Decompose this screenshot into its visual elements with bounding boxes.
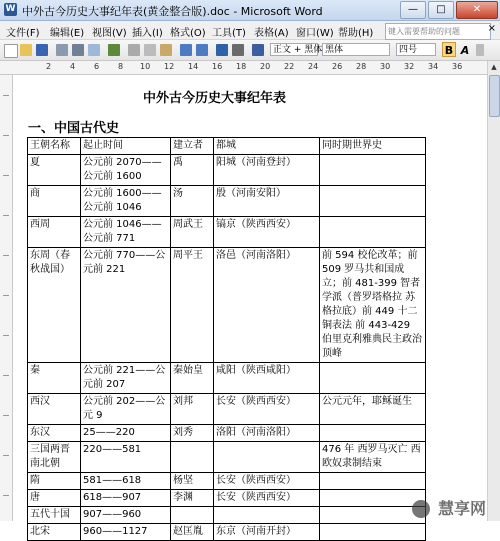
ruler-tick	[3, 455, 9, 456]
minimize-button[interactable]: —	[400, 1, 426, 19]
header-cell[interactable]: 建立者	[171, 138, 214, 155]
menu-view[interactable]: 视图(V)	[92, 28, 127, 39]
table-cell[interactable]: 禹	[171, 155, 214, 186]
ruler-number: 34	[428, 62, 439, 71]
header-cell[interactable]: 同时期世界史	[320, 138, 426, 155]
table-cell[interactable]: 公元前 1046——公元前 771	[81, 217, 171, 248]
table-cell[interactable]: 西周	[28, 217, 81, 248]
table-cell[interactable]: 刘邦	[171, 394, 214, 425]
header-cell[interactable]: 王朝名称	[28, 138, 81, 155]
table-cell[interactable]: 洛邑（河南洛阳）	[214, 248, 320, 363]
table-cell[interactable]: 西汉	[28, 394, 81, 425]
close-document-icon[interactable]: ×	[487, 23, 496, 34]
menu-file[interactable]: 文件(F)	[6, 28, 40, 39]
ruler-tick	[3, 375, 9, 376]
table-cell[interactable]	[320, 524, 426, 541]
menu-table[interactable]: 表格(A)	[254, 28, 289, 39]
table-cell[interactable]: 洛阳（河南洛阳）	[214, 425, 320, 442]
table-cell[interactable]: 三国两晋南北朝	[28, 442, 81, 473]
menu-insert[interactable]: 插入(I)	[132, 28, 163, 39]
table-cell[interactable]: 907——960	[81, 507, 171, 524]
table-cell[interactable]: 东周（春秋战国）	[28, 248, 81, 363]
table-row	[28, 442, 426, 473]
table-cell[interactable]: 前 594 校伦改革；前 509 罗马共和国成立；前 481-399 智者学派（普罗塔格拉 苏格拉底）前 449 十二铜表法 前 443-429 伯里克利雅典民主政治顶峰	[320, 248, 426, 363]
table-row	[28, 248, 426, 363]
ruler-number: 4	[70, 62, 76, 71]
print-preview-icon[interactable]	[88, 44, 100, 56]
table-cell[interactable]: 220——581	[81, 442, 171, 473]
ruler-tick	[3, 335, 9, 336]
table-cell[interactable]: 夏	[28, 155, 81, 186]
watermark-logo	[412, 500, 430, 518]
menu-help[interactable]: 帮助(H)	[338, 28, 374, 39]
ruler-number: 14	[188, 62, 199, 71]
ruler-tick	[3, 255, 9, 256]
table-cell[interactable]: 五代十国	[28, 507, 81, 524]
table-cell[interactable]: 刘秀	[171, 425, 214, 442]
table-row	[28, 507, 426, 524]
ruler-number: 12	[164, 62, 175, 71]
ruler-number: 24	[308, 62, 319, 71]
table-cell[interactable]	[171, 507, 214, 524]
table-row	[28, 217, 426, 248]
table-cell[interactable]: 阳城（河南登封）	[214, 155, 320, 186]
ruler-number: 28	[356, 62, 367, 71]
table-cell[interactable]: 960——1127	[81, 524, 171, 541]
toolbar-options-icon[interactable]	[476, 44, 484, 56]
save-icon[interactable]	[36, 44, 48, 56]
table-cell[interactable]	[320, 217, 426, 248]
ruler-tick	[3, 495, 9, 496]
ruler-number: 36	[452, 62, 463, 71]
font-select[interactable]: 黑体	[322, 43, 390, 56]
watermark-text: 慧享网	[437, 499, 486, 518]
history-table[interactable]	[27, 137, 426, 541]
table-row	[28, 425, 426, 442]
italic-button[interactable]: A	[460, 44, 470, 57]
ruler-number: 18	[236, 62, 247, 71]
header-cell[interactable]: 都城	[214, 138, 320, 155]
new-document-icon[interactable]	[4, 44, 18, 58]
table-cell[interactable]: 隋	[28, 473, 81, 490]
toolbar	[0, 40, 500, 61]
ruler-number: 10	[140, 62, 151, 71]
table-cell[interactable]: 东汉	[28, 425, 81, 442]
vertical-ruler[interactable]	[0, 75, 13, 521]
menu-bar	[0, 21, 500, 40]
font-size-select[interactable]: 四号	[396, 43, 436, 56]
table-cell[interactable]: 殷（河南安阳）	[214, 186, 320, 217]
ruler-number: 8	[118, 62, 124, 71]
scroll-up-arrow-icon[interactable]: ▲	[491, 63, 497, 71]
document-page[interactable]	[13, 75, 488, 537]
document-title: 中外古今历史大事纪年表	[143, 91, 287, 106]
table-cell[interactable]: 公元前 221——公元前 207	[81, 363, 171, 394]
table-cell[interactable]: 476 年 西罗马灭亡 西欧奴隶制结束	[320, 442, 426, 473]
header-cell[interactable]: 起止时间	[81, 138, 171, 155]
table-cell[interactable]: 公元前 202——公元 9	[81, 394, 171, 425]
table-row	[28, 155, 426, 186]
table-cell[interactable]	[171, 442, 214, 473]
table-cell[interactable]: 公元元年，耶稣诞生	[320, 394, 426, 425]
table-cell[interactable]	[320, 473, 426, 490]
close-button[interactable]: ✕	[456, 1, 498, 19]
copy-icon[interactable]	[144, 44, 156, 56]
table-cell[interactable]	[320, 507, 426, 524]
table-cell[interactable]: 东京（河南开封）	[214, 524, 320, 541]
table-cell[interactable]: 咸阳（陕西咸阳）	[214, 363, 320, 394]
ruler-tick	[3, 415, 9, 416]
ruler-number: 16	[212, 62, 223, 71]
help-search-input[interactable]	[385, 23, 491, 40]
scrollbar-thumb[interactable]	[489, 75, 500, 117]
style-select[interactable]: 正文 + 黑体	[270, 43, 318, 56]
table-cell[interactable]	[320, 155, 426, 186]
window-title: 中外古今历史大事纪年表(黄金整合版).doc - Microsoft Word	[22, 5, 323, 18]
table-cell[interactable]: 公元前 1600——公元前 1046	[81, 186, 171, 217]
ruler-tick	[3, 215, 9, 216]
table-row	[28, 473, 426, 490]
bold-button[interactable]: B	[442, 42, 456, 57]
spelling-icon[interactable]	[108, 44, 120, 56]
maximize-button[interactable]: □	[428, 1, 454, 19]
table-cell[interactable]: 25——220	[81, 425, 171, 442]
ruler-number: 2	[46, 62, 52, 71]
ruler-tick	[3, 135, 9, 136]
table-cell[interactable]: 商	[28, 186, 81, 217]
table-cell[interactable]: 秦	[28, 363, 81, 394]
table-row	[28, 186, 426, 217]
table-cell[interactable]	[214, 507, 320, 524]
table-cell[interactable]	[320, 186, 426, 217]
table-cell[interactable]: 长安（陕西西安）	[214, 473, 320, 490]
paste-icon[interactable]	[160, 44, 172, 56]
table-cell[interactable]: 赵匡胤	[171, 524, 214, 541]
table-cell[interactable]: 汤	[171, 186, 214, 217]
table-cell[interactable]: 公元前 2070——公元前 1600	[81, 155, 171, 186]
table-cell[interactable]: 618——907	[81, 490, 171, 507]
table-header-row	[28, 138, 426, 155]
table-cell[interactable]	[320, 363, 426, 394]
menu-tools[interactable]: 工具(T)	[212, 28, 246, 39]
table-cell[interactable]: 镐京（陕西西安）	[214, 217, 320, 248]
table-cell[interactable]: 长安（陕西西安）	[214, 394, 320, 425]
menu-format[interactable]: 格式(O)	[170, 28, 206, 39]
open-folder-icon[interactable]	[20, 44, 32, 56]
ruler-tick	[3, 95, 9, 96]
print-icon[interactable]	[72, 44, 84, 56]
ruler-number: 30	[380, 62, 391, 71]
menu-edit[interactable]: 编辑(E)	[50, 28, 85, 39]
table-cell[interactable]: 唐	[28, 490, 81, 507]
hyperlink-icon[interactable]	[216, 44, 228, 56]
table-icon[interactable]	[232, 44, 244, 56]
table-cell[interactable]: 秦始皇	[171, 363, 214, 394]
permission-icon[interactable]	[56, 44, 68, 56]
table-cell[interactable]: 杨坚	[171, 473, 214, 490]
ruler-number: 32	[404, 62, 415, 71]
word-app-icon[interactable]: W	[5, 4, 16, 14]
redo-icon[interactable]	[196, 44, 208, 56]
table-cell[interactable]: 周平王	[171, 248, 214, 363]
undo-icon[interactable]	[180, 44, 192, 56]
table-cell[interactable]: 长安（陕西西安）	[214, 490, 320, 507]
title-bar	[0, 0, 500, 21]
table-cell[interactable]	[320, 490, 426, 507]
table-row	[28, 524, 426, 541]
vertical-scrollbar[interactable]	[487, 61, 500, 521]
table-cell[interactable]	[214, 442, 320, 473]
table-row	[28, 363, 426, 394]
ruler-number: 20	[260, 62, 271, 71]
window-controls	[400, 1, 498, 19]
ruler-number: 26	[332, 62, 343, 71]
horizontal-ruler[interactable]	[0, 61, 500, 75]
menu-window[interactable]: 窗口(W)	[296, 28, 334, 39]
table-row	[28, 490, 426, 507]
table-row	[28, 394, 426, 425]
ruler-number: 22	[284, 62, 295, 71]
table-cell[interactable]: 周武王	[171, 217, 214, 248]
table-cell[interactable]: 581——618	[81, 473, 171, 490]
styles-pane-icon[interactable]	[252, 44, 264, 56]
ruler-tick	[3, 295, 9, 296]
ruler-number: 6	[94, 62, 100, 71]
table-cell[interactable]: 北宋	[28, 524, 81, 541]
table-cell[interactable]	[320, 425, 426, 442]
table-cell[interactable]: 李渊	[171, 490, 214, 507]
section-heading: 一、中国古代史	[28, 121, 120, 136]
table-cell[interactable]: 公元前 770——公元前 221	[81, 248, 171, 363]
cut-icon[interactable]	[128, 44, 140, 56]
ruler-tick	[3, 175, 9, 176]
